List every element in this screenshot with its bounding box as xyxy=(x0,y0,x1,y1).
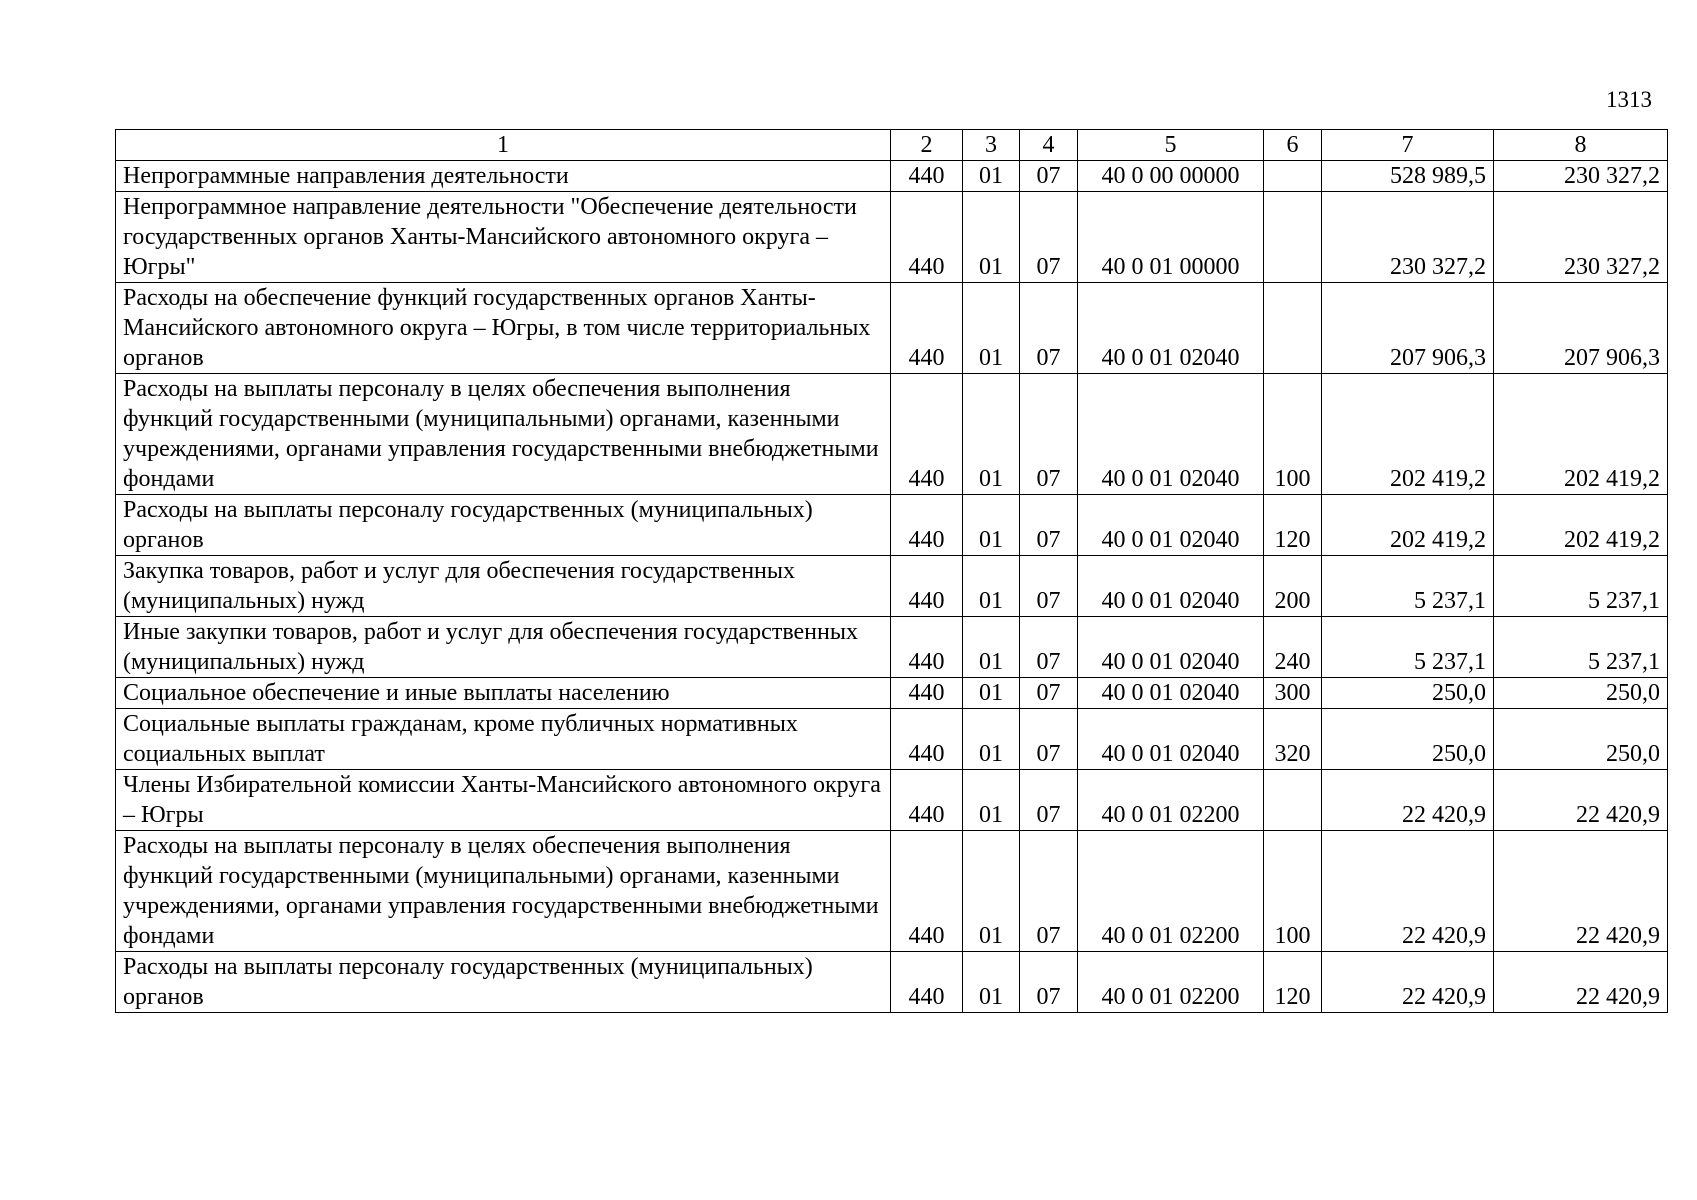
section-cell: 01 xyxy=(963,556,1020,617)
target-article-cell: 40 0 00 00000 xyxy=(1078,161,1264,192)
item-name-cell: Расходы на обеспечение функций государственных органов Ханты-Мансийского автономного округа – Югры, в том числе территориальных органов xyxy=(116,283,891,374)
table-row xyxy=(116,161,1668,192)
code-cell: 440 xyxy=(891,709,963,770)
header-cell: 5 xyxy=(1078,130,1264,161)
item-name-cell: Расходы на выплаты персоналу государственных (муниципальных) органов xyxy=(116,495,891,556)
amount-cell: 230 327,2 xyxy=(1494,161,1668,192)
target-article-cell: 40 0 01 02040 xyxy=(1078,617,1264,678)
subsection-cell: 07 xyxy=(1020,617,1078,678)
subsection-cell: 07 xyxy=(1020,770,1078,831)
target-article-cell: 40 0 01 02040 xyxy=(1078,374,1264,495)
code-cell: 440 xyxy=(891,952,963,1013)
subsection-cell: 07 xyxy=(1020,556,1078,617)
header-row xyxy=(116,130,1668,161)
amount-cell: 250,0 xyxy=(1322,709,1494,770)
header-cell: 8 xyxy=(1494,130,1668,161)
table-row xyxy=(116,770,1668,831)
amount-cell: 22 420,9 xyxy=(1322,831,1494,952)
code-cell: 440 xyxy=(891,831,963,952)
expense-type-cell xyxy=(1264,161,1322,192)
section-cell: 01 xyxy=(963,831,1020,952)
amount-cell: 202 419,2 xyxy=(1494,374,1668,495)
amount-cell: 22 420,9 xyxy=(1494,831,1668,952)
code-cell: 440 xyxy=(891,283,963,374)
code-cell: 440 xyxy=(891,617,963,678)
target-article-cell: 40 0 01 02040 xyxy=(1078,678,1264,709)
target-article-cell: 40 0 01 02040 xyxy=(1078,495,1264,556)
amount-cell: 250,0 xyxy=(1322,678,1494,709)
table-row xyxy=(116,283,1668,374)
table-row xyxy=(116,709,1668,770)
table-row xyxy=(116,556,1668,617)
section-cell: 01 xyxy=(963,192,1020,283)
target-article-cell: 40 0 01 00000 xyxy=(1078,192,1264,283)
code-cell: 440 xyxy=(891,678,963,709)
target-article-cell: 40 0 01 02040 xyxy=(1078,556,1264,617)
item-name-cell: Расходы на выплаты персоналу в целях обеспечения выполнения функций государственными (муниципальными) органами, казенными учреждениями, органами управления государственными внебюджетными фондами xyxy=(116,374,891,495)
amount-cell: 250,0 xyxy=(1494,709,1668,770)
subsection-cell: 07 xyxy=(1020,831,1078,952)
table-row xyxy=(116,374,1668,495)
amount-cell: 230 327,2 xyxy=(1494,192,1668,283)
table-row xyxy=(116,678,1668,709)
amount-cell: 22 420,9 xyxy=(1322,770,1494,831)
expense-type-cell: 200 xyxy=(1264,556,1322,617)
section-cell: 01 xyxy=(963,770,1020,831)
subsection-cell: 07 xyxy=(1020,495,1078,556)
amount-cell: 22 420,9 xyxy=(1494,952,1668,1013)
header-cell: 2 xyxy=(891,130,963,161)
header-cell: 3 xyxy=(963,130,1020,161)
table-row xyxy=(116,495,1668,556)
amount-cell: 202 419,2 xyxy=(1322,374,1494,495)
expense-type-cell: 120 xyxy=(1264,495,1322,556)
amount-cell: 5 237,1 xyxy=(1494,556,1668,617)
target-article-cell: 40 0 01 02200 xyxy=(1078,770,1264,831)
expense-type-cell: 120 xyxy=(1264,952,1322,1013)
item-name-cell: Члены Избирательной комиссии Ханты-Мансийского автономного округа – Югры xyxy=(116,770,891,831)
code-cell: 440 xyxy=(891,374,963,495)
code-cell: 440 xyxy=(891,161,963,192)
expense-type-cell xyxy=(1264,770,1322,831)
expense-type-cell: 300 xyxy=(1264,678,1322,709)
header-cell: 7 xyxy=(1322,130,1494,161)
amount-cell: 230 327,2 xyxy=(1322,192,1494,283)
budget-table xyxy=(115,129,1668,1013)
code-cell: 440 xyxy=(891,192,963,283)
subsection-cell: 07 xyxy=(1020,374,1078,495)
amount-cell: 5 237,1 xyxy=(1322,617,1494,678)
amount-cell: 202 419,2 xyxy=(1322,495,1494,556)
item-name-cell: Иные закупки товаров, работ и услуг для обеспечения государственных (муниципальных) нужд xyxy=(116,617,891,678)
section-cell: 01 xyxy=(963,374,1020,495)
amount-cell: 528 989,5 xyxy=(1322,161,1494,192)
header-cell: 4 xyxy=(1020,130,1078,161)
section-cell: 01 xyxy=(963,952,1020,1013)
section-cell: 01 xyxy=(963,678,1020,709)
item-name-cell: Закупка товаров, работ и услуг для обеспечения государственных (муниципальных) нужд xyxy=(116,556,891,617)
table-row xyxy=(116,192,1668,283)
expense-type-cell xyxy=(1264,192,1322,283)
subsection-cell: 07 xyxy=(1020,161,1078,192)
amount-cell: 22 420,9 xyxy=(1494,770,1668,831)
expense-type-cell xyxy=(1264,283,1322,374)
code-cell: 440 xyxy=(891,770,963,831)
section-cell: 01 xyxy=(963,495,1020,556)
subsection-cell: 07 xyxy=(1020,283,1078,374)
section-cell: 01 xyxy=(963,161,1020,192)
item-name-cell: Социальное обеспечение и иные выплаты населению xyxy=(116,678,891,709)
code-cell: 440 xyxy=(891,495,963,556)
subsection-cell: 07 xyxy=(1020,678,1078,709)
section-cell: 01 xyxy=(963,617,1020,678)
item-name-cell: Расходы на выплаты персоналу в целях обеспечения выполнения функций государственными (муниципальными) органами, казенными учреждениями, органами управления государственными внебюджетными фондами xyxy=(116,831,891,952)
amount-cell: 202 419,2 xyxy=(1494,495,1668,556)
amount-cell: 22 420,9 xyxy=(1322,952,1494,1013)
header-cell: 6 xyxy=(1264,130,1322,161)
amount-cell: 5 237,1 xyxy=(1494,617,1668,678)
amount-cell: 207 906,3 xyxy=(1494,283,1668,374)
target-article-cell: 40 0 01 02200 xyxy=(1078,831,1264,952)
table-row xyxy=(116,831,1668,952)
expense-type-cell: 100 xyxy=(1264,831,1322,952)
expense-type-cell: 320 xyxy=(1264,709,1322,770)
item-name-cell: Социальные выплаты гражданам, кроме публичных нормативных социальных выплат xyxy=(116,709,891,770)
target-article-cell: 40 0 01 02040 xyxy=(1078,709,1264,770)
item-name-cell: Расходы на выплаты персоналу государственных (муниципальных) органов xyxy=(116,952,891,1013)
target-article-cell: 40 0 01 02040 xyxy=(1078,283,1264,374)
amount-cell: 207 906,3 xyxy=(1322,283,1494,374)
table-row xyxy=(116,617,1668,678)
header-cell: 1 xyxy=(116,130,891,161)
amount-cell: 5 237,1 xyxy=(1322,556,1494,617)
subsection-cell: 07 xyxy=(1020,192,1078,283)
table-row xyxy=(116,952,1668,1013)
section-cell: 01 xyxy=(963,283,1020,374)
code-cell: 440 xyxy=(891,556,963,617)
section-cell: 01 xyxy=(963,709,1020,770)
expense-type-cell: 240 xyxy=(1264,617,1322,678)
item-name-cell: Непрограммное направление деятельности "Обеспечение деятельности государственных органов Ханты-Мансийского автономного округа – Югры" xyxy=(116,192,891,283)
target-article-cell: 40 0 01 02200 xyxy=(1078,952,1264,1013)
page-number: 1313 xyxy=(1606,87,1652,112)
subsection-cell: 07 xyxy=(1020,952,1078,1013)
amount-cell: 250,0 xyxy=(1494,678,1668,709)
item-name-cell: Непрограммные направления деятельности xyxy=(116,161,891,192)
subsection-cell: 07 xyxy=(1020,709,1078,770)
expense-type-cell: 100 xyxy=(1264,374,1322,495)
